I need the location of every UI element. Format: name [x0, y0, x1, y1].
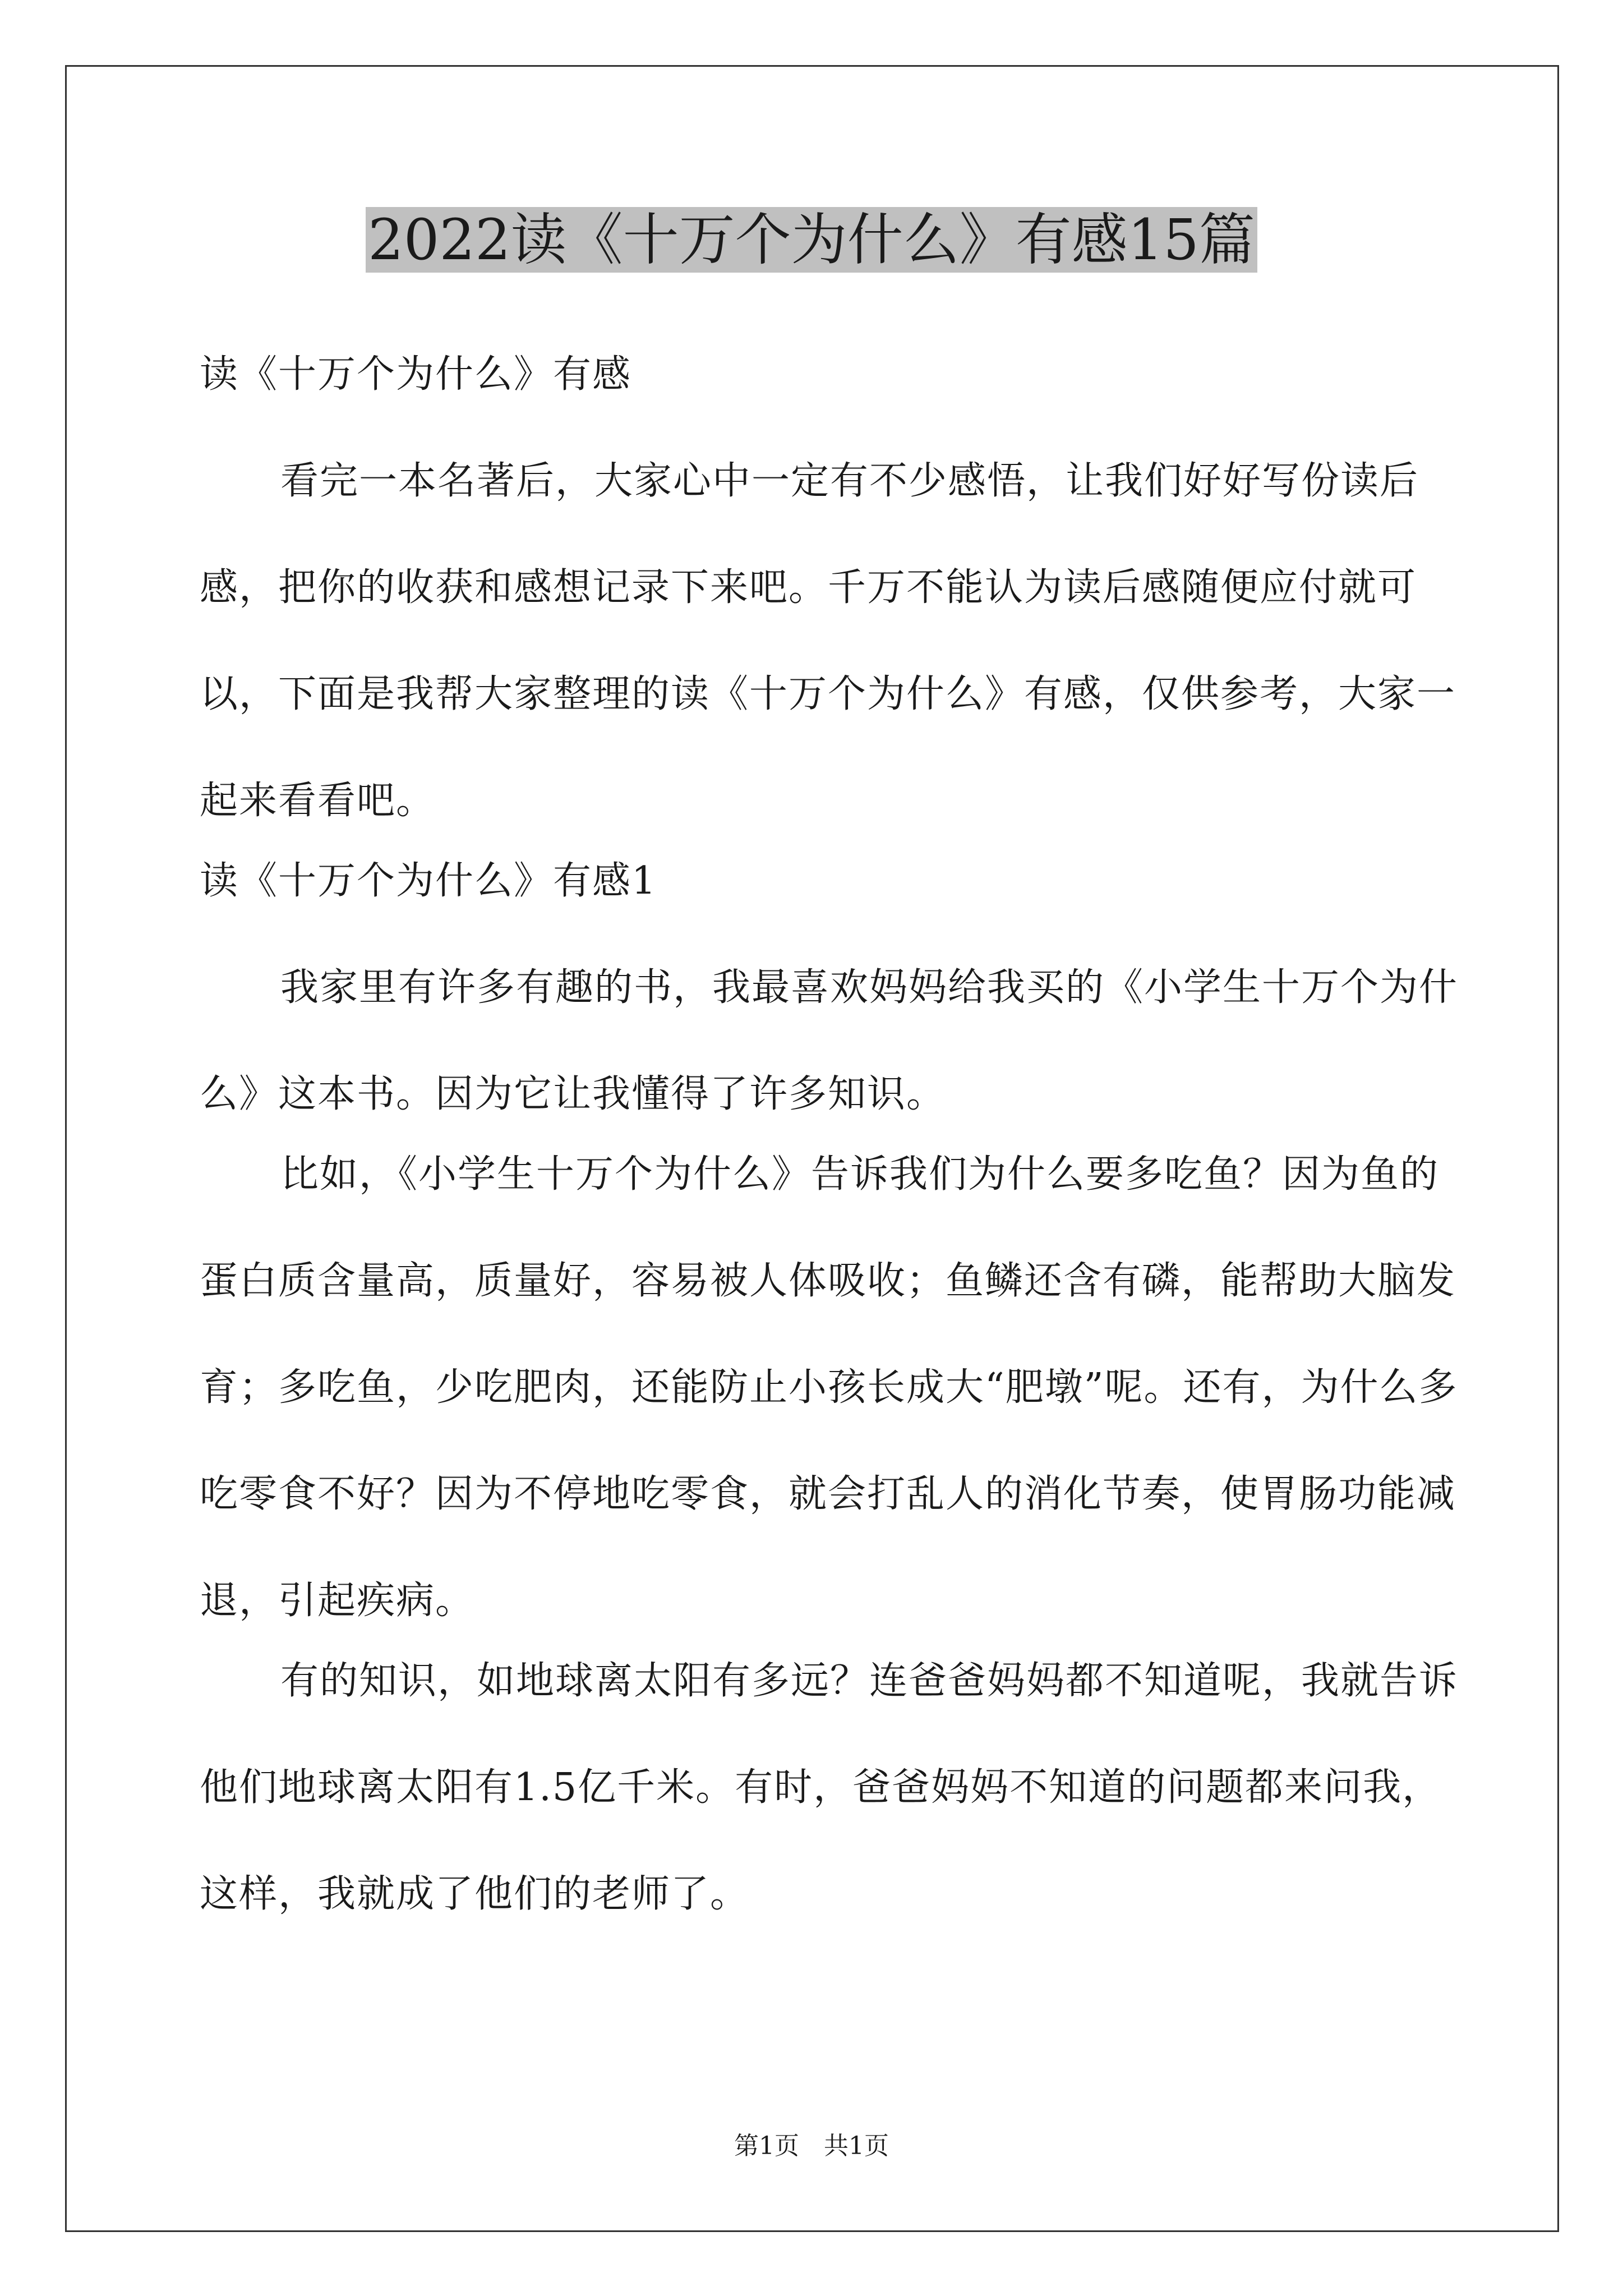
paragraph: 我家里有许多有趣的书，我最喜欢妈妈给我买的《小学生十万个为什么》这本书。因为它让我懂得了许多知识。	[200, 965, 1459, 1116]
section-heading: 读《十万个为什么》有感1	[200, 859, 657, 903]
document-title	[0, 201, 1623, 279]
paragraph: 比如，《小学生十万个为什么》告诉我们为什么要多吃鱼？因为鱼的蛋白质含量高，质量好，容易被人体吸收；鱼鳞还含有磷，能帮助大脑发育；多吃鱼，少吃肥肉，还能防止小孩长成大“肥墩”呢。还有，为什么多吃零食不好？因为不停地吃零食，就会打乱人的消化节奏，使胃肠功能减退，引起疾病。	[200, 1152, 1458, 1623]
paragraph: 有的知识，如地球离太阳有多远？连爸爸妈妈都不知道呢，我就告诉他们地球离太阳有1.5亿千米。有时，爸爸妈妈不知道的问题都来问我，这样，我就成了他们的老师了。	[200, 1659, 1459, 1916]
paragraph: 看完一本名著后，大家心中一定有不少感悟，让我们好好写份读后感，把你的收获和感想记录下来吧。千万不能认为读后感随便应付就可以，下面是我帮大家整理的读《十万个为什么》有感，仅供参考，大家一起来看看吧。	[200, 459, 1456, 823]
page-footer: 第1页 共1页	[734, 2132, 889, 2160]
document-title-text: 2022读《十万个为什么》有感15篇	[366, 207, 1257, 273]
document-body	[200, 348, 1461, 1948]
section-heading: 读《十万个为什么》有感	[200, 352, 632, 397]
